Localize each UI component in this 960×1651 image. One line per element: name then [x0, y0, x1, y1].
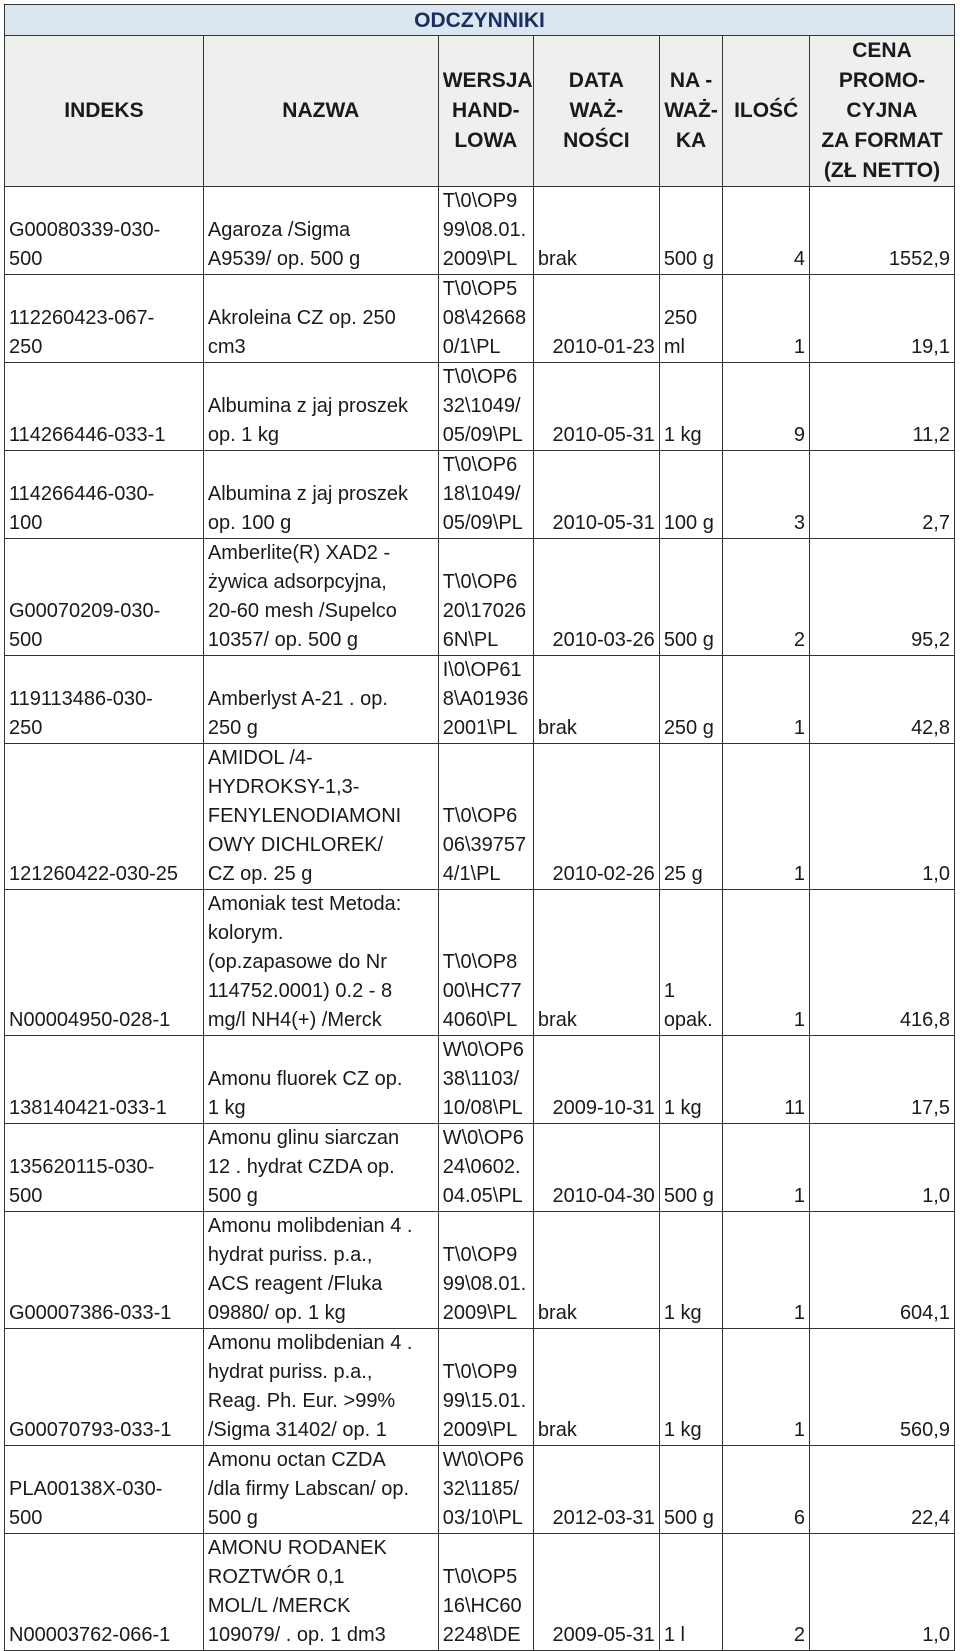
cell-version: T\0\OP8 00\HC77 4060\PL [438, 890, 533, 1036]
cell-version: W\0\OP6 38\1103/ 10/08\PL [438, 1036, 533, 1124]
cell-expiry-date: brak [533, 1212, 659, 1329]
cell-name: Amonu octan CZDA /dla firmy Labscan/ op. 500 g [203, 1446, 438, 1534]
cell-quantity: 11 [723, 1036, 810, 1124]
cell-quantity: 1 [723, 1124, 810, 1212]
cell-version: T\0\OP9 99\15.01. 2009\PL [438, 1329, 533, 1446]
table-row [5, 1534, 955, 1651]
cell-price: 22,4 [810, 1446, 955, 1534]
cell-pack: 500 g [659, 1124, 722, 1212]
cell-pack: 500 g [659, 1446, 722, 1534]
cell-pack: 1 kg [659, 363, 722, 451]
cell-version: T\0\OP9 99\08.01. 2009\PL [438, 1212, 533, 1329]
table-row [5, 187, 955, 275]
cell-index: 138140421-033-1 [5, 1036, 204, 1124]
cell-version: T\0\OP5 08\42668 0/1\PL [438, 275, 533, 363]
cell-name: Albumina z jaj proszek op. 100 g [203, 451, 438, 539]
table-row [5, 1446, 955, 1534]
reagent-table [4, 4, 955, 1651]
header-quantity: ILOŚĆ [723, 36, 810, 187]
cell-pack: 100 g [659, 451, 722, 539]
cell-quantity: 2 [723, 1534, 810, 1651]
cell-expiry-date: 2010-02-26 [533, 744, 659, 890]
table-row [5, 451, 955, 539]
table-row [5, 1212, 955, 1329]
cell-index: 135620115-030- 500 [5, 1124, 204, 1212]
table-row [5, 1329, 955, 1446]
table-row [5, 744, 955, 890]
cell-index: 112260423-067- 250 [5, 275, 204, 363]
cell-price: 1552,9 [810, 187, 955, 275]
cell-index: G00007386-033-1 [5, 1212, 204, 1329]
cell-price: 1,0 [810, 1534, 955, 1651]
cell-price: 19,1 [810, 275, 955, 363]
cell-name: Agaroza /Sigma A9539/ op. 500 g [203, 187, 438, 275]
cell-name: Amonu molibdenian 4 . hydrat puriss. p.a., Reag. Ph. Eur. >99% /Sigma 31402/ op. 1 [203, 1329, 438, 1446]
cell-quantity: 9 [723, 363, 810, 451]
cell-price: 1,0 [810, 1124, 955, 1212]
header-index: INDEKS [5, 36, 204, 187]
cell-pack: 1 l [659, 1534, 722, 1651]
cell-name: Amonu glinu siarczan 12 . hydrat CZDA op. 500 g [203, 1124, 438, 1212]
cell-name: AMONU RODANEK ROZTWÓR 0,1 MOL/L /MERCK 109079/ . op. 1 dm3 [203, 1534, 438, 1651]
cell-price: 416,8 [810, 890, 955, 1036]
cell-expiry-date: brak [533, 890, 659, 1036]
cell-price: 95,2 [810, 539, 955, 656]
cell-name: Amoniak test Metoda: kolorym. (op.zapasowe do Nr 114752.0001) 0.2 - 8 mg/l NH4(+) /Merck [203, 890, 438, 1036]
cell-price: 560,9 [810, 1329, 955, 1446]
cell-quantity: 1 [723, 656, 810, 744]
cell-index: G00080339-030- 500 [5, 187, 204, 275]
cell-version: T\0\OP6 20\17026 6N\PL [438, 539, 533, 656]
cell-index: 114266446-033-1 [5, 363, 204, 451]
table-row [5, 539, 955, 656]
reagent-sheet [4, 4, 955, 1651]
table-row [5, 275, 955, 363]
cell-pack: 500 g [659, 187, 722, 275]
cell-pack: 500 g [659, 539, 722, 656]
cell-index: G00070793-033-1 [5, 1329, 204, 1446]
cell-quantity: 1 [723, 890, 810, 1036]
cell-index: N00004950-028-1 [5, 890, 204, 1036]
cell-expiry-date: 2009-05-31 [533, 1534, 659, 1651]
cell-quantity: 1 [723, 744, 810, 890]
cell-expiry-date: brak [533, 187, 659, 275]
cell-version: T\0\OP6 18\1049/ 05/09\PL [438, 451, 533, 539]
cell-index: G00070209-030- 500 [5, 539, 204, 656]
cell-name: AMIDOL /4- HYDROKSY-1,3- FENYLENODIAMONI OWY DICHLOREK/ CZ op. 25 g [203, 744, 438, 890]
header-name: NAZWA [203, 36, 438, 187]
cell-quantity: 1 [723, 1329, 810, 1446]
cell-version: W\0\OP6 24\0602. 04.05\PL [438, 1124, 533, 1212]
cell-version: W\0\OP6 32\1185/ 03/10\PL [438, 1446, 533, 1534]
cell-version: T\0\OP9 99\08.01. 2009\PL [438, 187, 533, 275]
cell-quantity: 4 [723, 187, 810, 275]
cell-version: T\0\OP5 16\HC60 2248\DE [438, 1534, 533, 1651]
cell-price: 604,1 [810, 1212, 955, 1329]
cell-quantity: 3 [723, 451, 810, 539]
cell-pack: 1 kg [659, 1036, 722, 1124]
cell-name: Albumina z jaj proszek op. 1 kg [203, 363, 438, 451]
table-row [5, 1124, 955, 1212]
cell-price: 11,2 [810, 363, 955, 451]
cell-name: Amberlite(R) XAD2 - żywica adsorpcyjna, 20-60 mesh /Supelco 10357/ op. 500 g [203, 539, 438, 656]
header-version: WERSJA HAND- LOWA [438, 36, 533, 187]
table-row [5, 363, 955, 451]
cell-name: Amberlyst A-21 . op. 250 g [203, 656, 438, 744]
cell-expiry-date: 2010-05-31 [533, 363, 659, 451]
cell-index: 114266446-030- 100 [5, 451, 204, 539]
header-pack: NA - WAŻ- KA [659, 36, 722, 187]
cell-quantity: 2 [723, 539, 810, 656]
cell-price: 17,5 [810, 1036, 955, 1124]
cell-name: Amonu molibdenian 4 . hydrat puriss. p.a., ACS reagent /Fluka 09880/ op. 1 kg [203, 1212, 438, 1329]
cell-quantity: 6 [723, 1446, 810, 1534]
cell-index: 119113486-030- 250 [5, 656, 204, 744]
cell-version: I\0\OP61 8\A01936 2001\PL [438, 656, 533, 744]
cell-expiry-date: 2012-03-31 [533, 1446, 659, 1534]
cell-expiry-date: 2009-10-31 [533, 1036, 659, 1124]
cell-quantity: 1 [723, 1212, 810, 1329]
cell-pack: 250 g [659, 656, 722, 744]
cell-expiry-date: 2010-05-31 [533, 451, 659, 539]
cell-name: Akroleina CZ op. 250 cm3 [203, 275, 438, 363]
table-row [5, 890, 955, 1036]
cell-pack: 1 kg [659, 1212, 722, 1329]
cell-expiry-date: 2010-04-30 [533, 1124, 659, 1212]
cell-price: 42,8 [810, 656, 955, 744]
cell-version: T\0\OP6 32\1049/ 05/09\PL [438, 363, 533, 451]
cell-expiry-date: brak [533, 1329, 659, 1446]
header-expiry-date: DATA WAŻ- NOŚCI [533, 36, 659, 187]
cell-pack: 25 g [659, 744, 722, 890]
cell-pack: 1 kg [659, 1329, 722, 1446]
header-price: CENA PROMO- CYJNA ZA FORMAT (ZŁ NETTO) [810, 36, 955, 187]
cell-name: Amonu fluorek CZ op. 1 kg [203, 1036, 438, 1124]
cell-version: T\0\OP6 06\39757 4/1\PL [438, 744, 533, 890]
cell-index: PLA00138X-030- 500 [5, 1446, 204, 1534]
table-row [5, 656, 955, 744]
cell-pack: 1 opak. [659, 890, 722, 1036]
cell-index: N00003762-066-1 [5, 1534, 204, 1651]
cell-expiry-date: 2010-01-23 [533, 275, 659, 363]
table-title: ODCZYNNIKI [5, 5, 955, 36]
cell-price: 2,7 [810, 451, 955, 539]
cell-index: 121260422-030-25 [5, 744, 204, 890]
table-row [5, 1036, 955, 1124]
cell-quantity: 1 [723, 275, 810, 363]
cell-expiry-date: brak [533, 656, 659, 744]
cell-pack: 250 ml [659, 275, 722, 363]
cell-expiry-date: 2010-03-26 [533, 539, 659, 656]
cell-price: 1,0 [810, 744, 955, 890]
